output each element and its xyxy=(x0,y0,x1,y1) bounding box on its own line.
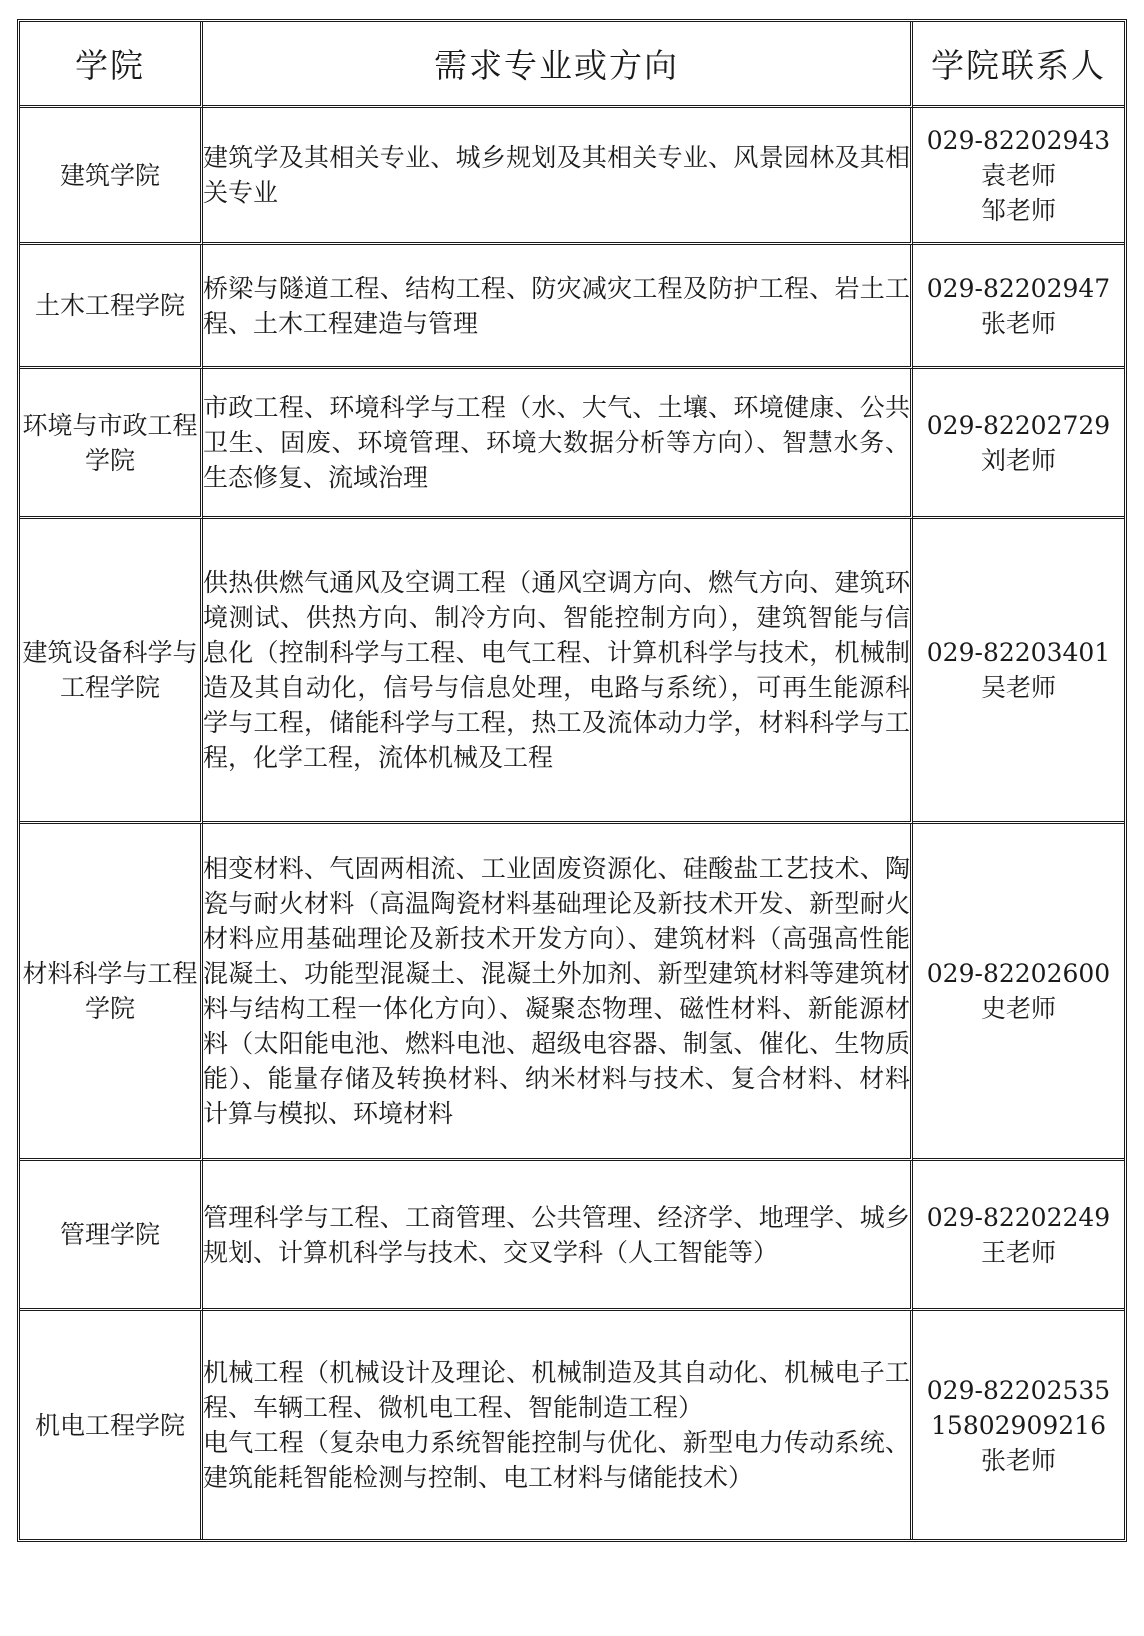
table-row xyxy=(20,1311,1124,1539)
college-name: 管理学院 xyxy=(20,1161,203,1311)
fields-text: 桥梁与隧道工程、结构工程、防灾减灾工程及防护工程、岩土工程、土木工程建造与管理 xyxy=(203,273,910,338)
contact-phone: 15802909216 xyxy=(931,1410,1106,1440)
contact-person: 袁老师 xyxy=(980,160,1056,190)
contact-person: 张老师 xyxy=(980,1445,1056,1475)
header-college: 学院 xyxy=(20,22,203,108)
table-row xyxy=(20,1161,1124,1311)
contact-cell xyxy=(913,245,1124,369)
college-name: 建筑学院 xyxy=(20,108,203,245)
header-contact: 学院联系人 xyxy=(913,22,1124,108)
contact-cell xyxy=(913,1311,1124,1539)
contact-cell xyxy=(913,1161,1124,1311)
header-fields: 需求专业或方向 xyxy=(203,22,913,108)
contact-phone: 029-82202600 xyxy=(926,959,1111,988)
college-name: 材料科学与工程学院 xyxy=(20,824,203,1161)
contact-phone: 029-82202943 xyxy=(926,125,1111,155)
fields-cell xyxy=(203,519,913,824)
fields-text: 建筑学及其相关专业、城乡规划及其相关专业、风景园林及其相关专业 xyxy=(203,143,910,207)
contact-person: 邹老师 xyxy=(980,195,1056,225)
contact-phone: 029-82202535 xyxy=(926,1375,1111,1405)
contact-phone: 029-82203401 xyxy=(926,638,1111,667)
contact-phone: 029-82202729 xyxy=(926,410,1111,440)
fields-text: 电气工程（复杂电力系统智能控制与优化、新型电力传动系统、建筑能耗智能检测与控制、电工材料与储能技术） xyxy=(203,1428,910,1492)
contact-person: 吴老师 xyxy=(980,673,1056,702)
fields-cell xyxy=(203,824,913,1161)
contact-person: 刘老师 xyxy=(980,445,1056,475)
college-name: 机电工程学院 xyxy=(20,1311,203,1539)
contact-person: 史老师 xyxy=(980,994,1056,1023)
contact-cell xyxy=(913,369,1124,519)
college-name: 建筑设备科学与工程学院 xyxy=(20,519,203,824)
contact-cell xyxy=(913,108,1124,245)
table-row xyxy=(20,245,1124,369)
fields-cell xyxy=(203,1311,913,1539)
contact-person: 王老师 xyxy=(980,1237,1056,1267)
fields-cell xyxy=(203,369,913,519)
fields-text: 机械工程（机械设计及理论、机械制造及其自动化、机械电子工程、车辆工程、微机电工程、智能制造工程） xyxy=(203,1358,910,1422)
fields-text: 供热供燃气通风及空调工程（通风空调方向、燃气方向、建筑环境测试、供热方向、制冷方向、智能控制方向），建筑智能与信息化（控制科学与工程、电气工程、计算机科学与技术，机械制造及其自动化，信号与信息处理，电路与系统），可再生能源科学与工程，储能科学与工程，热工及流体动力学，材料科学与工程，化学工程，流体机械及工程 xyxy=(203,568,910,772)
contact-phone: 029-82202947 xyxy=(926,273,1111,303)
table-row xyxy=(20,369,1124,519)
college-name: 土木工程学院 xyxy=(20,245,203,369)
recruitment-table-sheet xyxy=(17,19,1127,1542)
table-header-row xyxy=(20,22,1124,108)
fields-text: 相变材料、气固两相流、工业固废资源化、硅酸盐工艺技术、陶瓷与耐火材料（高温陶瓷材料基础理论及新技术开发、新型耐火材料应用基础理论及新技术开发方向）、建筑材料（高强高性能混凝土、功能型混凝土、混凝土外加剂、新型建筑材料等建筑材料与结构工程一体化方向）、凝聚态物理、磁性材料、新能源材料（太阳能电池、燃料电池、超级电容器、制氢、催化、生物质能）、能量存储及转换材料、纳米材料与技术、复合材料、材料计算与模拟、环境材料 xyxy=(203,854,910,1128)
recruitment-table xyxy=(17,19,1127,1542)
fields-text: 市政工程、环境科学与工程（水、大气、土壤、环境健康、公共卫生、固废、环境管理、环境大数据分析等方向）、智慧水务、生态修复、流域治理 xyxy=(203,393,910,492)
fields-cell xyxy=(203,245,913,369)
contact-person: 张老师 xyxy=(980,308,1056,338)
table-row xyxy=(20,519,1124,824)
contact-cell xyxy=(913,824,1124,1161)
contact-cell xyxy=(913,519,1124,824)
college-name: 环境与市政工程学院 xyxy=(20,369,203,519)
contact-phone: 029-82202249 xyxy=(926,1202,1111,1232)
table-row xyxy=(20,108,1124,245)
fields-cell xyxy=(203,108,913,245)
fields-text: 管理科学与工程、工商管理、公共管理、经济学、地理学、城乡规划、计算机科学与技术、交叉学科（人工智能等） xyxy=(203,1202,910,1267)
table-row xyxy=(20,824,1124,1161)
fields-cell xyxy=(203,1161,913,1311)
